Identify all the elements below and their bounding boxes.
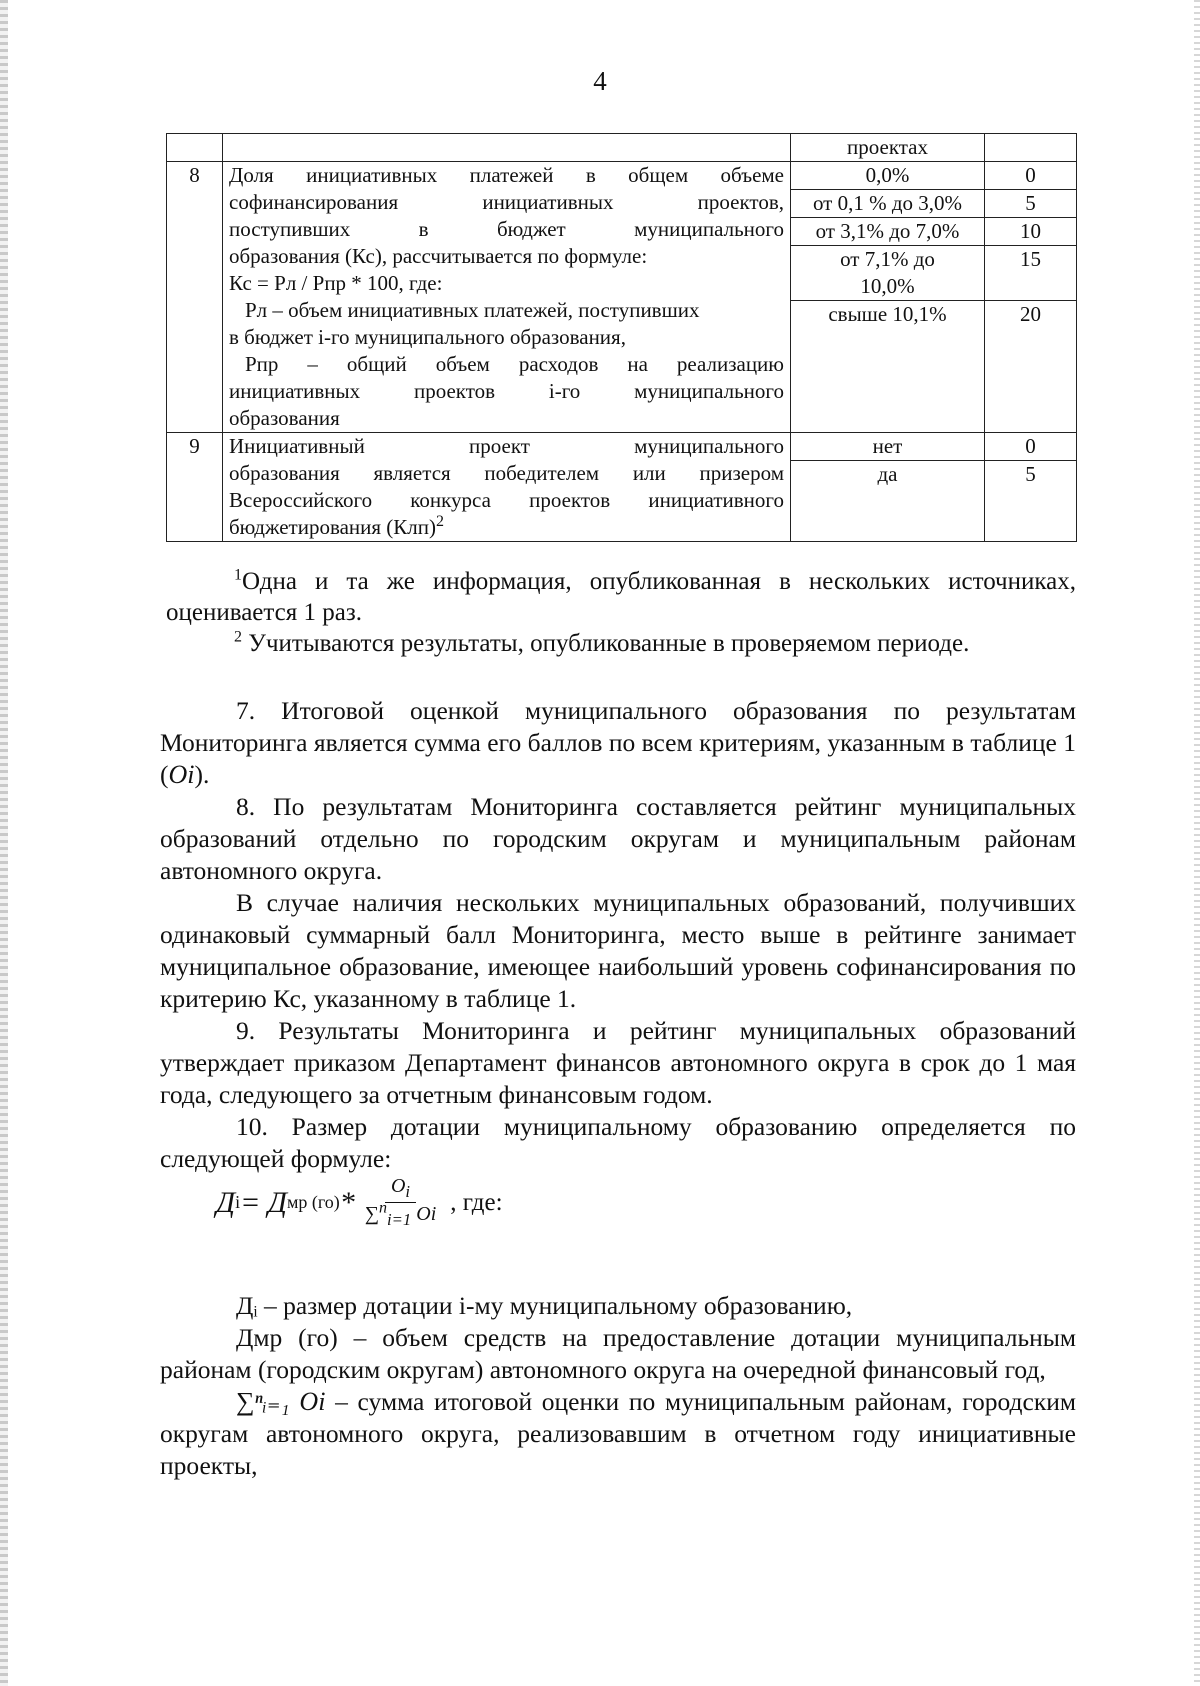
den-sup: n [379,1199,388,1217]
criterion-options [791,162,985,433]
math-sum: ∑ⁿᵢ₌₁ Oi [236,1387,326,1416]
criterion-scores [985,162,1077,433]
footnote [166,566,1076,628]
page-number: 4 [593,66,607,96]
desc-line: Рл – объем инициативных платежей, поступивших [245,298,700,322]
option-label: нет [791,433,984,461]
option-label: 0,0% [791,162,984,190]
formula-tail: , где: [450,1188,503,1216]
paragraph-10: 10. Размер дотации муниципальному образованию определяется по следующей формуле: [160,1112,1076,1173]
criteria-table [166,133,1077,542]
option-score: 0 [985,162,1076,190]
footnote-mark: 1 [234,566,242,584]
desc-line: Всероссийского конкурса проектов инициативного [229,488,784,512]
footnote [166,628,1076,659]
math-oi: Oi [168,760,195,789]
criterion-scores [985,433,1077,542]
fraction-denominator [361,1199,440,1230]
table-row [167,162,1077,433]
row-number: 9 [167,433,223,542]
desc-line: инициативных проектов i-го муниципального [229,379,784,403]
desc-line: Кс = Рл / Рпр * 100, где: [229,271,443,295]
footnote-mark: 2 [234,628,242,646]
paragraph-8: 8. По результатам Мониторинга составляется рейтинг муниципальных образований отдельно по городским округам и муниципальным районам автономного округа. [160,792,1076,885]
option-score: 20 [1020,302,1041,326]
footnote-mark: 2 [436,513,445,530]
definition-d-mr: Дмр (го) – объем средств на предоставление дотации муниципальным районам (городским округам) автономного округа на очередной финансовый год, [160,1323,1076,1384]
option-label: от 0,1 % до 3,0% [791,190,984,218]
desc-line: Доля инициативных платежей в общем объеме [229,163,784,187]
desc-line: образования [229,406,340,430]
table-cell [167,134,223,162]
paragraph-text: 7. Итоговой оценкой муниципального образования по результатам Мониторинга является сумма его баллов по всем критериям, указанным в таблице 1 ( [160,696,1076,789]
option-label: от 7,1% до 10,0% [791,246,984,301]
criterion-description [223,162,791,433]
desc-line: образования (Кс), рассчитывается по формуле: [229,244,648,268]
option-label: да [877,462,898,486]
option-score: 15 [985,246,1076,301]
fraction-numerator [385,1175,416,1203]
desc-line: в бюджет i-го муниципального образования, [229,325,626,349]
definition-d-i: Дᵢ – размер дотации i-му муниципальному образованию, [236,1291,853,1320]
row-number: 8 [167,162,223,433]
formula-fraction [361,1175,440,1230]
option-label: свыше 10,1% [828,302,947,326]
option-score: 0 [985,433,1076,461]
table-row [167,433,1077,542]
body-text [160,695,1076,1175]
formula-lhs: Д [216,1185,236,1219]
option-score: 5 [985,190,1076,218]
formula-eq: = Д [240,1185,287,1219]
desc-line: Инициативный проект муниципального [229,434,784,458]
formula-lhs-sub: i [235,1192,241,1212]
scan-edge-right [1194,0,1200,1686]
paragraph-7 [160,695,1076,791]
paragraph-text: ). [194,760,210,789]
footnote-text: Одна и та же информация, опубликованная в нескольких источниках, оценивается 1 раз. [166,568,1076,626]
criterion-options [791,433,985,542]
desc-line: софинансирования инициативных проектов, [229,190,784,214]
option-score: 10 [985,218,1076,246]
definition-text: – сумма итоговой оценки по муниципальным районам, городским округам автономного округа, реализовавшим в отчетном году инициативные проекты, [160,1387,1076,1480]
criterion-description [223,433,791,542]
den-sub: i=1 [387,1210,412,1229]
den-tail: Oi [416,1203,437,1225]
den-symbol: ∑ [364,1203,380,1225]
desc-line-text: бюджетирования (Клп) [229,515,437,539]
desc-line [229,514,784,541]
formula-rhs-sub: мр (го) [286,1192,340,1212]
definitions [160,1290,1076,1482]
subsidy-formula [216,1175,503,1230]
table-cell: проектах [791,134,985,162]
paragraph-9: 9. Результаты Мониторинга и рейтинг муниципальных образований утверждает приказом Департамент финансов автономного округа в срок до 1 мая года, следующего за отчетным финансовым годом. [160,1016,1076,1109]
option-label: от 3,1% до 7,0% [791,218,984,246]
table-cell [223,134,791,162]
scan-edge-left [0,0,8,1686]
desc-line: Рпр – общий объем расходов на реализацию [245,352,784,376]
desc-line: поступивших в бюджет муниципального [229,217,784,241]
table-cell [985,134,1077,162]
option-score: 5 [1025,462,1036,486]
definition-sum [160,1386,1076,1482]
table-row [167,134,1077,162]
desc-line: образования является победителем или призером [229,461,784,485]
num-symbol: O [390,1175,406,1197]
formula-times: * [339,1185,355,1219]
num-sub: i [405,1182,411,1201]
footnote-text: Учитываются результаты, опубликованные в проверяемом периоде. [248,630,970,657]
paragraph-8b: В случае наличия нескольких муниципальных образований, получивших одинаковый суммарный балл Мониторинга, место выше в рейтинге занимает муниципальное образование, имеющее наибольший уровень софинансирования по критерию Кс, указанному в таблице 1. [160,888,1076,1013]
footnotes [166,566,1076,659]
